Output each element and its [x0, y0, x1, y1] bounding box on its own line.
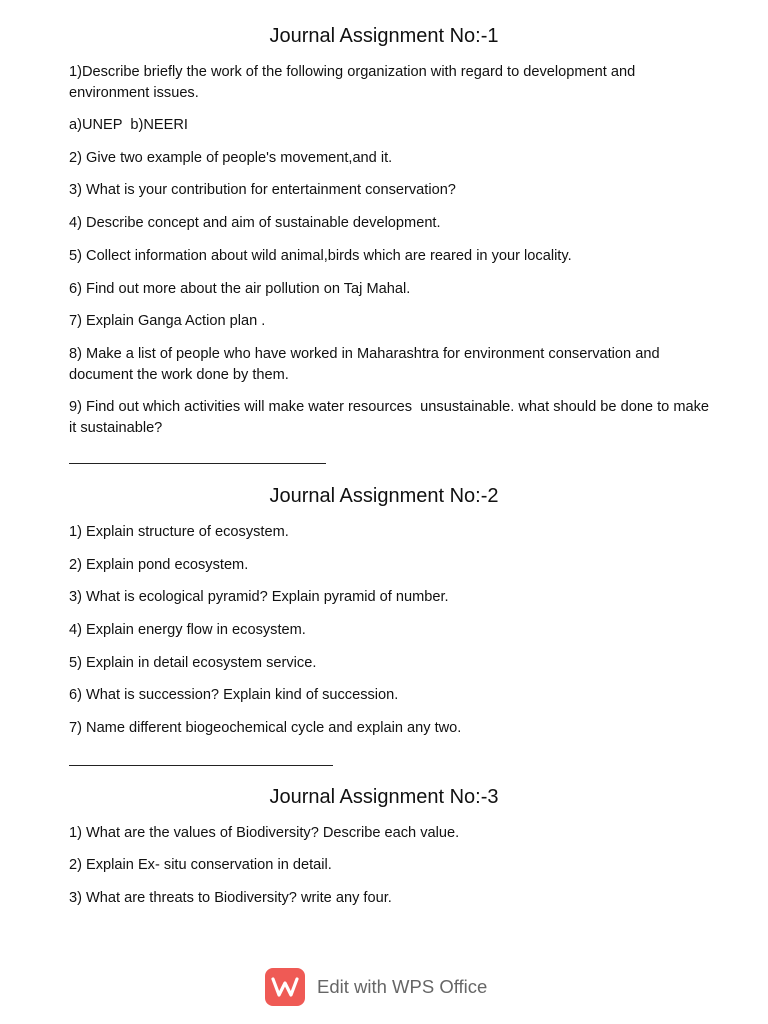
section-3-heading: Journal Assignment No:-3 [269, 786, 499, 808]
section-divider [69, 463, 326, 464]
s1-question-1: 1)Describe briefly the work of the following organization with regard to development and environment issues. [69, 64, 640, 101]
s1-question-5: 5) Collect information about wild animal,birds which are reared in your locality. [69, 248, 572, 264]
wps-edit-label: Edit with WPS Office [317, 976, 488, 997]
s1-question-4: 4) Describe concept and aim of sustainable development. [69, 215, 441, 231]
edit-with-wps-banner[interactable] [265, 968, 487, 1006]
s2-question-4: 4) Explain energy flow in ecosystem. [69, 622, 306, 638]
s1-question-3: 3) What is your contribution for entertainment conservation? [69, 182, 456, 198]
s2-question-5: 5) Explain in detail ecosystem service. [69, 655, 317, 671]
s1-question-7: 7) Explain Ganga Action plan . [69, 313, 266, 329]
wps-logo-icon [265, 968, 305, 1006]
s3-question-2: 2) Explain Ex- situ conservation in detail. [69, 857, 332, 873]
s1-question-6: 6) Find out more about the air pollution on Taj Mahal. [69, 281, 411, 297]
s3-question-1: 1) What are the values of Biodiversity? Describe each value. [69, 825, 460, 841]
s1-question-8: 8) Make a list of people who have worked in Maharashtra for environment conservation and document the work done by them. [69, 346, 664, 383]
section-divider [69, 765, 333, 766]
s3-question-3: 3) What are threats to Biodiversity? write any four. [69, 890, 392, 906]
section-2-heading: Journal Assignment No:-2 [269, 485, 499, 507]
section-1-heading: Journal Assignment No:-1 [269, 25, 499, 47]
s1-question-9: 9) Find out which activities will make water resources unsustainable. what should be done to make it sustainable? [69, 399, 714, 436]
s1-question-2: 2) Give two example of people's movement,and it. [69, 150, 393, 166]
s2-question-2: 2) Explain pond ecosystem. [69, 557, 249, 573]
s2-question-6: 6) What is succession? Explain kind of succession. [69, 687, 399, 703]
s1-question-1-options: a)UNEP b)NEERI [69, 117, 188, 133]
s2-question-1: 1) Explain structure of ecosystem. [69, 524, 289, 540]
s2-question-3: 3) What is ecological pyramid? Explain pyramid of number. [69, 589, 449, 605]
s2-question-7: 7) Name different biogeochemical cycle and explain any two. [69, 720, 462, 736]
